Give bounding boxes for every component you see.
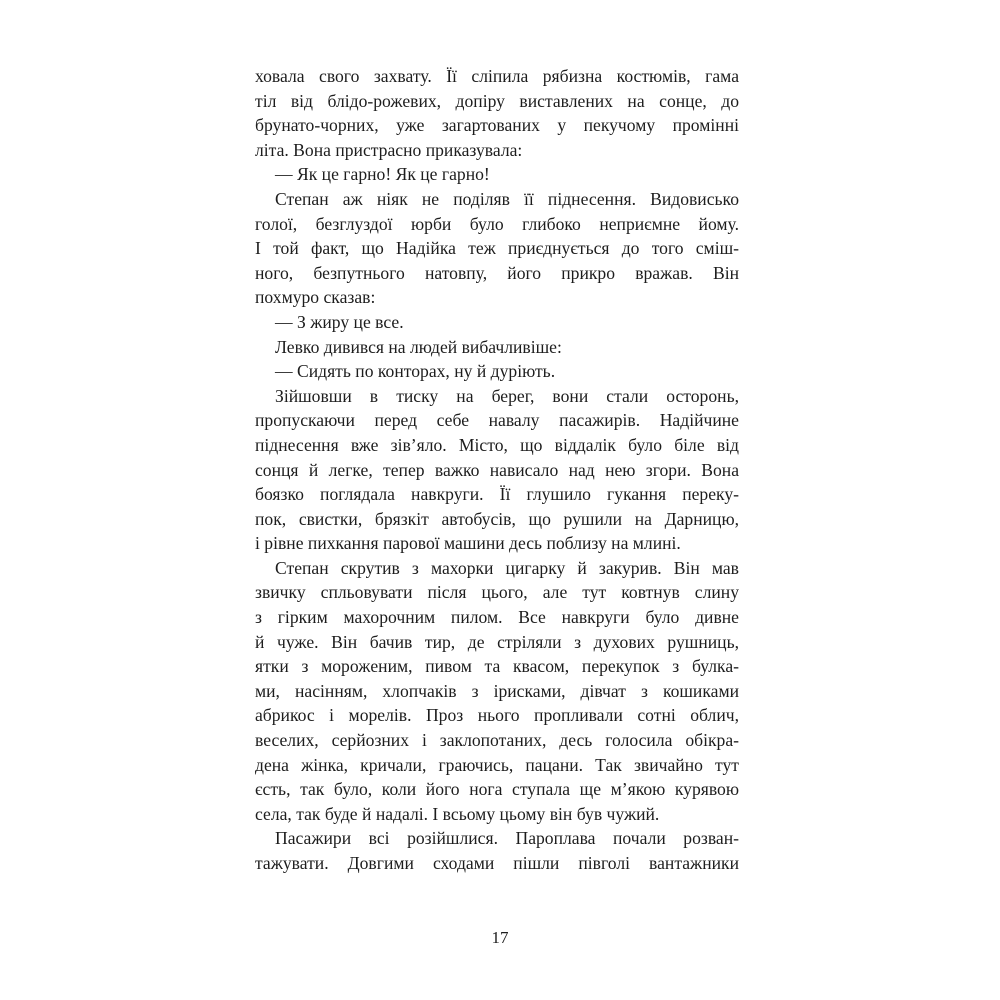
text-line: абрикос і морелів. Проз нього пропливали сотні облич,: [255, 705, 739, 726]
text-line: Пасажири всі розійшлися. Пароплава почали розван-: [275, 828, 739, 849]
text-line: з гірким махорочним пилом. Все навкруги було дивне: [255, 607, 739, 628]
text-line: боязко поглядала навкруги. Її глушило гукання переку-: [255, 484, 739, 505]
text-line: Степан аж ніяк не поділяв її піднесення. Видовисько: [275, 188, 739, 209]
text-line: села, так буде й надалі. І всьому цьому він був чужий.: [255, 803, 660, 824]
text-line: — З жиру це все.: [275, 311, 404, 332]
text-line: звичку спльовувати після цього, але тут ковтнув слину: [255, 582, 739, 603]
text-line: Левко дивився на людей вибачливіше:: [275, 336, 562, 357]
text-line: — Сидять по конторах, ну й дуріють.: [275, 361, 556, 382]
text-line: ного, безпутнього натовпу, його прикро вражав. Він: [255, 262, 739, 283]
page-number: 17: [491, 928, 509, 947]
page-text-block: [255, 64, 739, 876]
text-line: голої, безглуздої юрби було глибоко неприємне йому.: [255, 213, 739, 234]
text-line: І той факт, що Надійка теж приєднується до того сміш-: [255, 238, 739, 259]
text-line: й чуже. Він бачив тир, де стріляли з духових рушниць,: [255, 631, 739, 652]
text-line: Степан скрутив з махорки цигарку й закурив. Він мав: [275, 557, 739, 578]
text-line: дена жінка, кричали, граючись, пацани. Так звичайно тут: [255, 754, 739, 775]
text-line: пок, свистки, брязкіт автобусів, що рушили на Дарницю,: [255, 508, 739, 529]
text-line: ятки з морожeним, пивом та квасом, перекупок з булка-: [255, 656, 739, 677]
text-line: веселих, серйозних і заклопотаних, десь голосила обікра-: [255, 730, 739, 751]
text-line: сонця й легке, тепер важко нависало над нею згори. Вона: [255, 459, 739, 480]
text-line: піднесення вже зів’яло. Місто, що віддалік було біле від: [255, 434, 739, 455]
text-line: Зійшовши в тиску на берег, вони стали осторонь,: [275, 385, 739, 406]
text-line: тіл від блідо-рожевих, допіру виставлених на сонце, до: [255, 90, 739, 111]
text-line: похмуро сказав:: [255, 287, 376, 308]
text-line: ховала свого захвату. Її сліпила рябизна костюмів, гама: [255, 66, 739, 86]
text-line: і рівне пихкання парової машини десь поблизу на млині.: [255, 533, 681, 554]
text-line: ми, насінням, хлопчаків з ірисками, дівчат з кошиками: [255, 680, 739, 701]
text-line: літа. Вона пристрасно приказувала:: [255, 139, 523, 160]
text-line: єсть, так було, коли його нога ступала ще м’якою курявою: [255, 779, 739, 800]
text-line: пропускаючи перед себе навалу пасажирів. Надійчине: [255, 410, 739, 431]
text-line: — Як це гарно! Як це гарно!: [275, 164, 490, 185]
text-line: тажувати. Довгими сходами пішли півголі вантажники: [255, 853, 739, 873]
text-line: брунато-чорних, уже загартованих у пекучому промінні: [255, 115, 739, 136]
